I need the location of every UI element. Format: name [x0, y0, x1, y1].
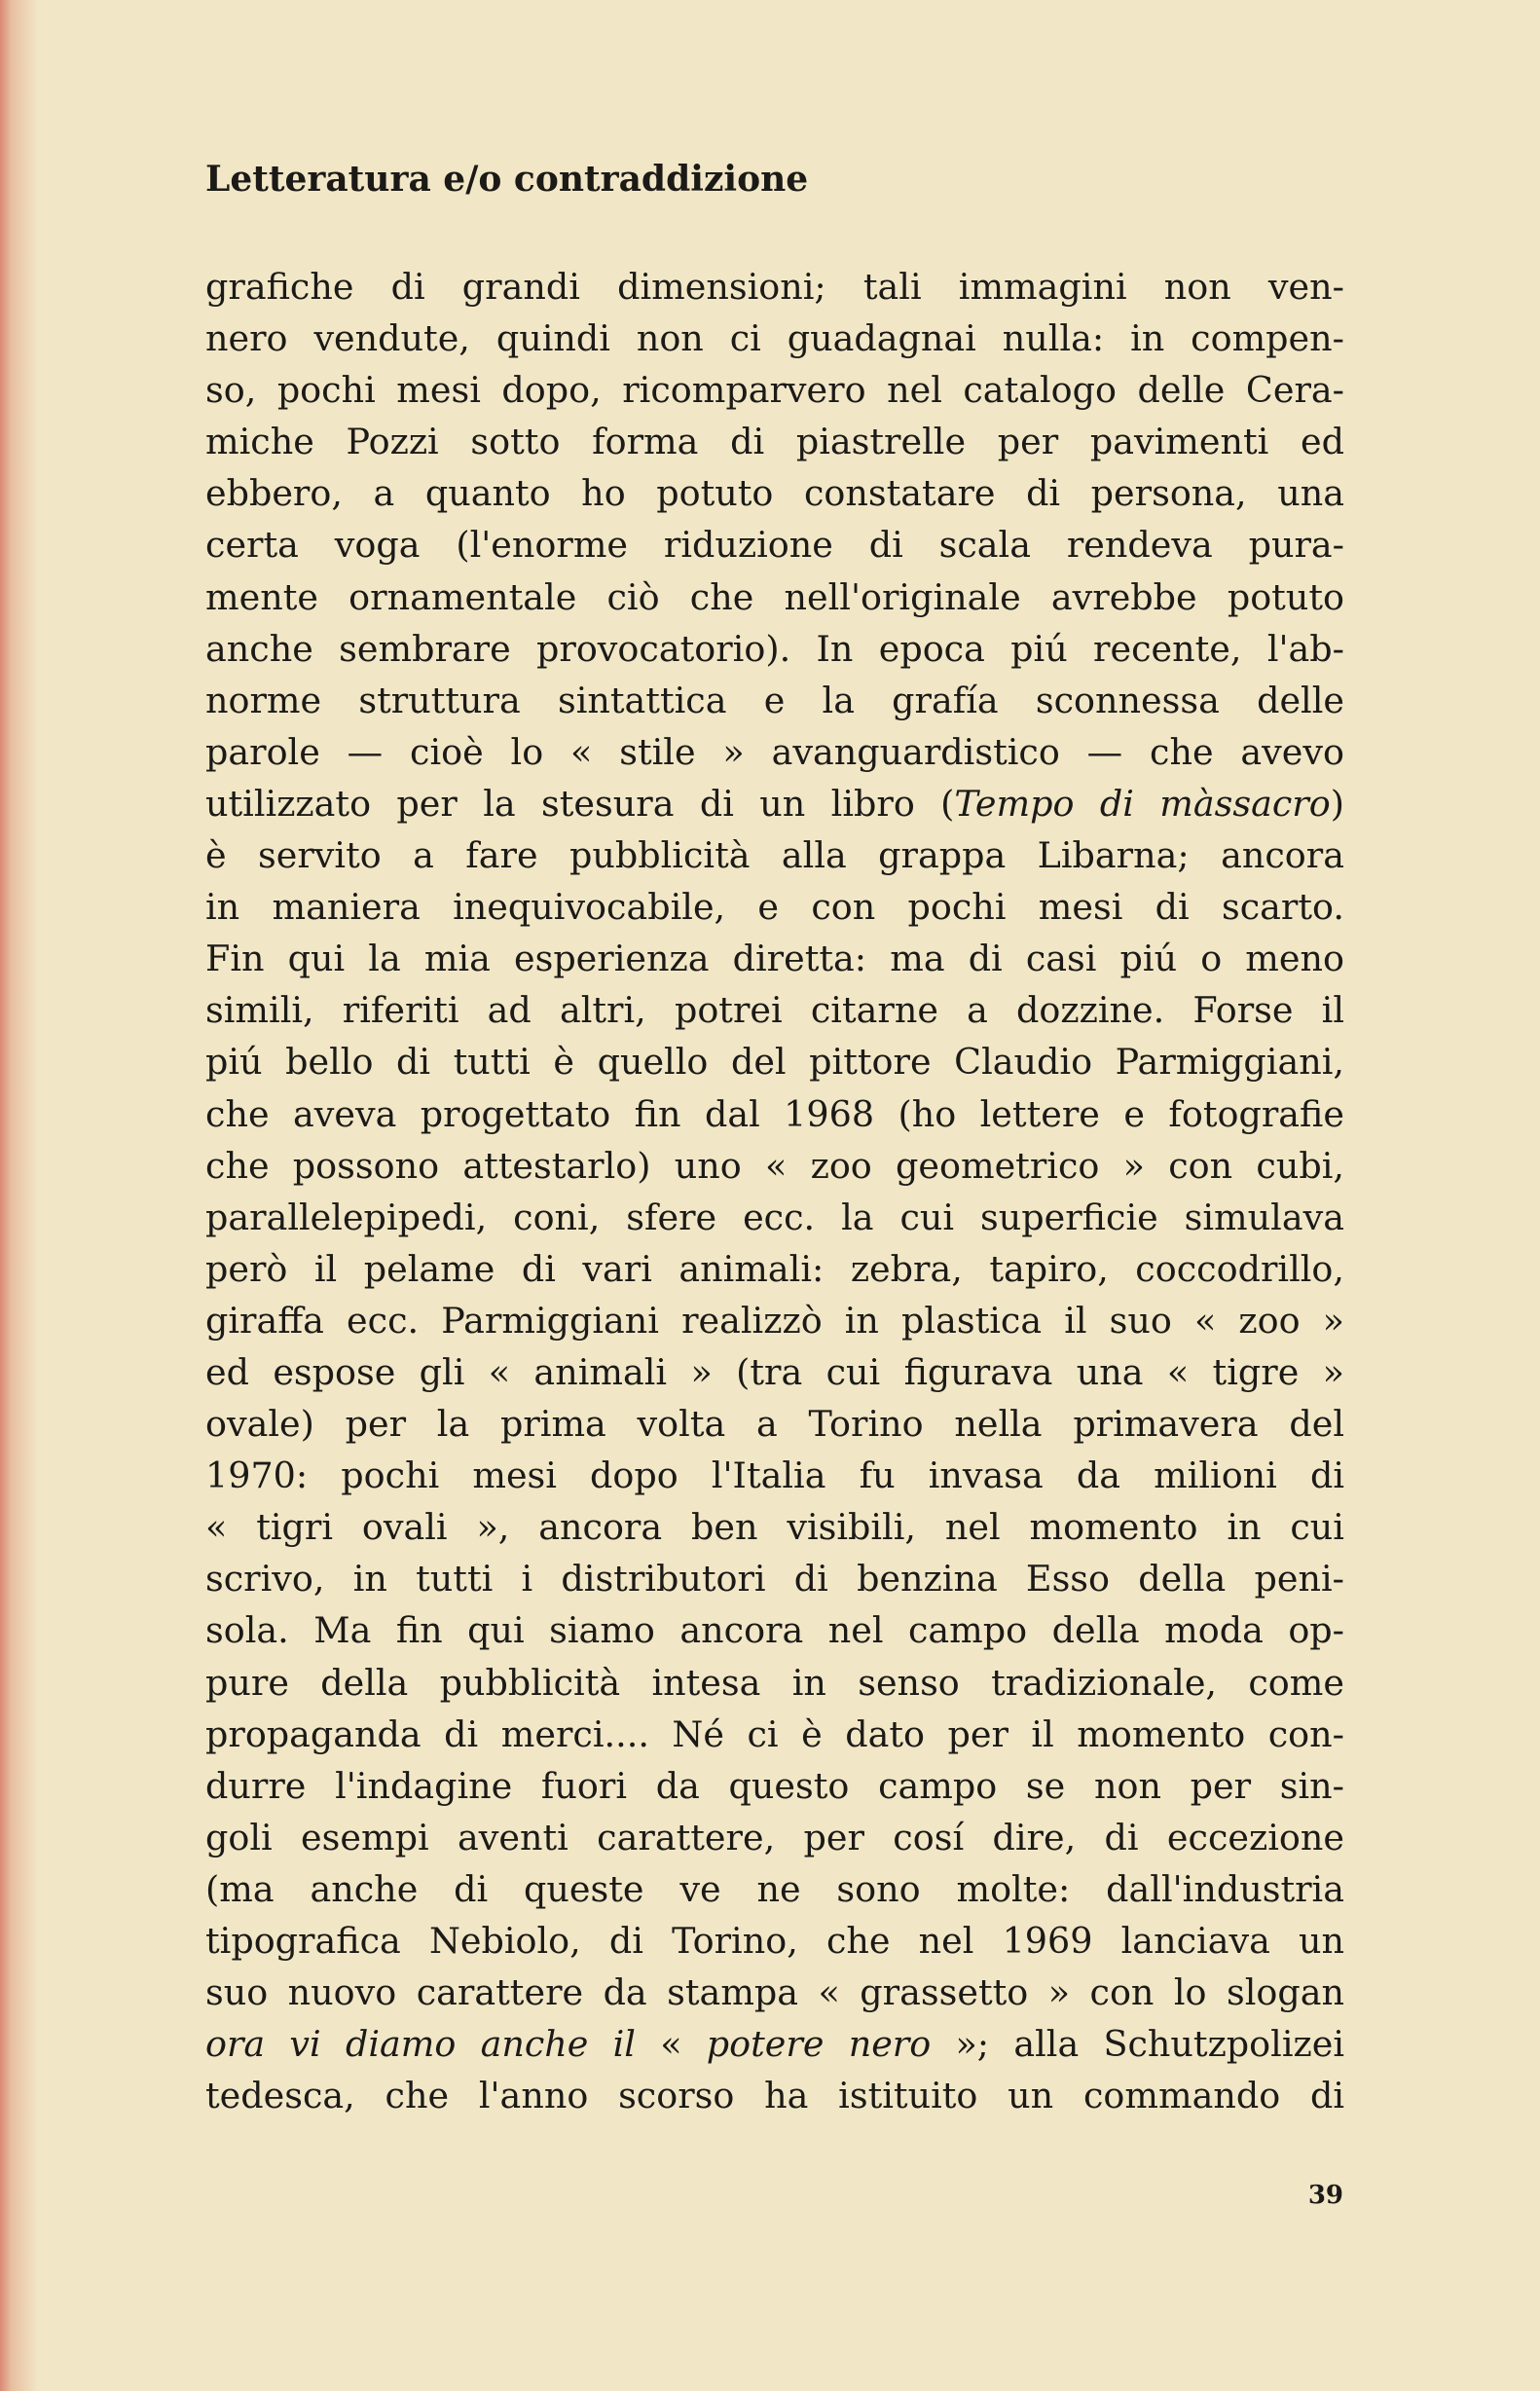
slogan-italic: potere nero	[706, 2023, 932, 2066]
text-line: 1970: pochi mesi dopo l'Italia fu invasa da milioni di	[205, 1454, 1344, 1497]
text-line: certa voga (l'enorme riduzione di scala rendeva pura-	[205, 524, 1344, 567]
text-line: propaganda di merci.... Né ci è dato per il momento con-	[205, 1712, 1344, 1755]
text-line: piú bello di tutti è quello del pittore Claudio Parmiggiani,	[205, 1041, 1344, 1084]
text-segment: «	[635, 2023, 707, 2066]
text-line: (ma anche di queste ve ne sono molte: dall'industria	[205, 1867, 1344, 1910]
text-line: che possono attestarlo) uno « zoo geometrico » con cubi,	[205, 1144, 1344, 1187]
text-line: tipografica Nebiolo, di Torino, che nel 1969 lanciava un	[205, 1920, 1344, 1962]
text-line: che aveva progettato fin dal 1968 (ho lettere e fotografie	[205, 1092, 1344, 1135]
text-line: grafiche di grandi dimensioni; tali immagini non ven-	[205, 266, 1344, 308]
text-segment: )	[1330, 782, 1344, 825]
text-segment: »; alla Schutzpolizei	[931, 2023, 1344, 2066]
text-line: durre l'indagine fuori da questo campo se non per sin-	[205, 1764, 1344, 1807]
text-line: norme struttura sintattica e la grafía sconnessa delle	[205, 679, 1344, 721]
text-line: tedesca, che l'anno scorso ha istituito un commando di	[205, 2075, 1344, 2117]
text-line: ed espose gli « animali » (tra cui figurava una « tigre »	[205, 1350, 1344, 1393]
text-line: mente ornamentale ciò che nell'originale avrebbe potuto	[205, 575, 1344, 618]
text-line: pure della pubblicità intesa in senso tradizionale, come	[205, 1661, 1344, 1704]
running-head: Letteratura e/o contraddizione	[205, 159, 809, 200]
text-line: parole — cioè lo « stile » avanguardistico — che avevo	[205, 730, 1344, 773]
book-title-italic: Tempo di màssacro	[954, 782, 1331, 825]
text-line: suo nuovo carattere da stampa « grassetto » con lo slogan	[205, 1971, 1344, 2014]
text-line	[205, 2018, 1344, 2070]
text-line: parallelepipedi, coni, sfere ecc. la cui superficie simulava	[205, 1196, 1344, 1238]
text-segment: utilizzato per la stesura di un libro (	[205, 782, 955, 825]
text-line: « tigri ovali », ancora ben visibili, nel momento in cui	[205, 1506, 1344, 1549]
text-line: giraffa ecc. Parmiggiani realizzò in plastica il suo « zoo »	[205, 1299, 1344, 1342]
body-text	[205, 261, 1344, 2121]
slogan-italic: ora vi diamo anche il	[205, 2023, 636, 2066]
text-line: ebbero, a quanto ho potuto constatare di persona, una	[205, 472, 1344, 515]
text-line: ovale) per la prima volta a Torino nella primavera del	[205, 1403, 1344, 1446]
page-number: 39	[1307, 2181, 1343, 2210]
text-line: in maniera inequivocabile, e con pochi mesi di scarto.	[205, 886, 1344, 929]
text-line: nero vendute, quindi non ci guadagnai nulla: in compen-	[205, 317, 1344, 360]
text-line: Fin qui la mia esperienza diretta: ma di casi piú o meno	[205, 938, 1344, 980]
text-line: scrivo, in tutti i distributori di benzina Esso della peni-	[205, 1558, 1344, 1600]
text-line: è servito a fare pubblicità alla grappa Libarna; ancora	[205, 834, 1344, 877]
text-line: anche sembrare provocatorio). In epoca piú recente, l'ab-	[205, 627, 1344, 670]
text-line: però il pelame di vari animali: zebra, tapiro, coccodrillo,	[205, 1247, 1344, 1290]
text-line: so, pochi mesi dopo, ricomparvero nel catalogo delle Cera-	[205, 369, 1344, 412]
text-line: goli esempi aventi carattere, per cosí dire, di eccezione	[205, 1816, 1344, 1858]
text-line	[205, 778, 1344, 829]
text-line: miche Pozzi sotto forma di piastrelle per pavimenti ed	[205, 421, 1344, 463]
text-line: simili, riferiti ad altri, potrei citarne a dozzine. Forse il	[205, 989, 1344, 1032]
text-line: sola. Ma fin qui siamo ancora nel campo della moda op-	[205, 1609, 1344, 1652]
